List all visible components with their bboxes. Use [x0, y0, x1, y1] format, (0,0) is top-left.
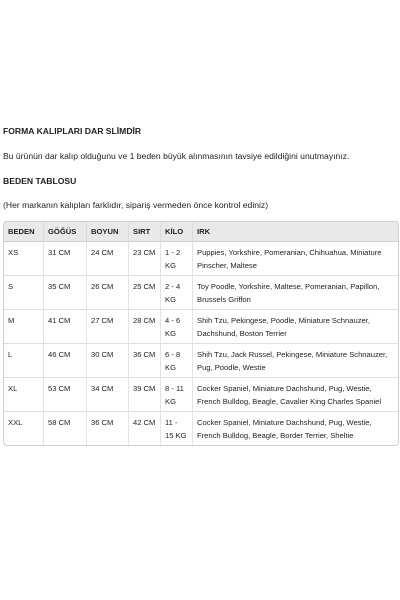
cell-size: L: [4, 344, 43, 378]
cell-breeds: Toy Poodle, Yorkshire, Maltese, Pomeranian, Papillon, Brussels Griffon: [192, 276, 398, 310]
cell-neck: 27 CM: [86, 310, 128, 344]
cell-weight: 6 - 8 KG: [160, 344, 192, 378]
cell-neck: 36 CM: [86, 412, 128, 445]
cell-back: 39 CM: [128, 378, 160, 412]
cell-size: XXL: [8, 418, 23, 427]
cell-breeds: Shih Tzu, Pekingese, Poodle, Miniature Schnauzer, Dachshund, Boston Terrier: [192, 310, 398, 344]
cell-weight: 8 - 11 KG: [160, 378, 192, 412]
page-title: FORMA KALIPLARI DAR SLİMDİR: [3, 126, 142, 136]
cell-chest: 31 CM: [43, 242, 86, 276]
header-sirt: SIRT: [128, 222, 160, 242]
size-table: [3, 221, 399, 446]
cell-breeds: Shih Tzu, Jack Russel, Pekingese, Miniature Schnauzer, Pug, Poodle, Westie: [192, 344, 398, 378]
table-row: [4, 412, 398, 445]
header-kilo: KİLO: [160, 222, 192, 242]
cell-size: XS: [4, 242, 43, 276]
table-row: [4, 276, 398, 310]
cell-back: 25 CM: [128, 276, 160, 310]
cell-neck: 26 CM: [86, 276, 128, 310]
size-guide-content: [3, 125, 399, 446]
fit-warning-text: Bu ürünün dar kalıp olduğunu ve 1 beden büyük alınmasının tavsiye edildiğini unutmayınız.: [3, 151, 350, 161]
cell-breeds: Puppies, Yorkshire, Pomeranian, Chihuahua, Miniature Pinscher, Maltese: [192, 242, 398, 276]
cell-weight: 1 - 2 KG: [160, 242, 192, 276]
cell-weight: 4 - 6 KG: [160, 310, 192, 344]
size-table-note: (Her markanın kalıpları farklıdır, sipariş vermeden önce kontrol ediniz): [3, 200, 269, 210]
table-row: [4, 344, 398, 378]
header-irk: IRK: [192, 222, 398, 242]
cell-back: 23 CM: [128, 242, 160, 276]
cell-size: XL: [4, 378, 43, 412]
cell-chest: 58 CM: [43, 412, 86, 445]
cell-chest: 41 CM: [43, 310, 86, 344]
cell-neck: 24 CM: [86, 242, 128, 276]
header-beden: BEDEN: [4, 222, 43, 242]
cell-size: M: [4, 310, 43, 344]
cell-breeds: Cocker Spaniel, Miniature Dachshund, Pug, Westie, French Bulldog, Beagle, Cavalier King Charles Spaniel: [192, 378, 398, 412]
table-row: [4, 242, 398, 276]
cell-chest: 35 CM: [43, 276, 86, 310]
cell-weight: 11 - 15 KG: [160, 412, 192, 445]
cell-neck: 34 CM: [86, 378, 128, 412]
cell-neck: 30 CM: [86, 344, 128, 378]
size-table-header-row: [4, 222, 398, 242]
header-gogus: GÖĞÜS: [43, 222, 86, 242]
table-row: [4, 378, 398, 412]
cell-back: 28 CM: [128, 310, 160, 344]
cell-chest: 46 CM: [43, 344, 86, 378]
cell-back: 42 CM: [128, 412, 160, 445]
header-boyun: BOYUN: [86, 222, 128, 242]
cell-size: S: [4, 276, 43, 310]
cell-back: 36 CM: [128, 344, 160, 378]
cell-chest: 53 CM: [43, 378, 86, 412]
table-row: [4, 310, 398, 344]
cell-weight: 2 - 4 KG: [160, 276, 192, 310]
cell-breeds: Cocker Spaniel, Miniature Dachshund, Pug, Westie, French Bulldog, Beagle, Border Terrier, Sheltie: [192, 412, 398, 445]
size-table-title: BEDEN TABLOSU: [3, 176, 77, 186]
